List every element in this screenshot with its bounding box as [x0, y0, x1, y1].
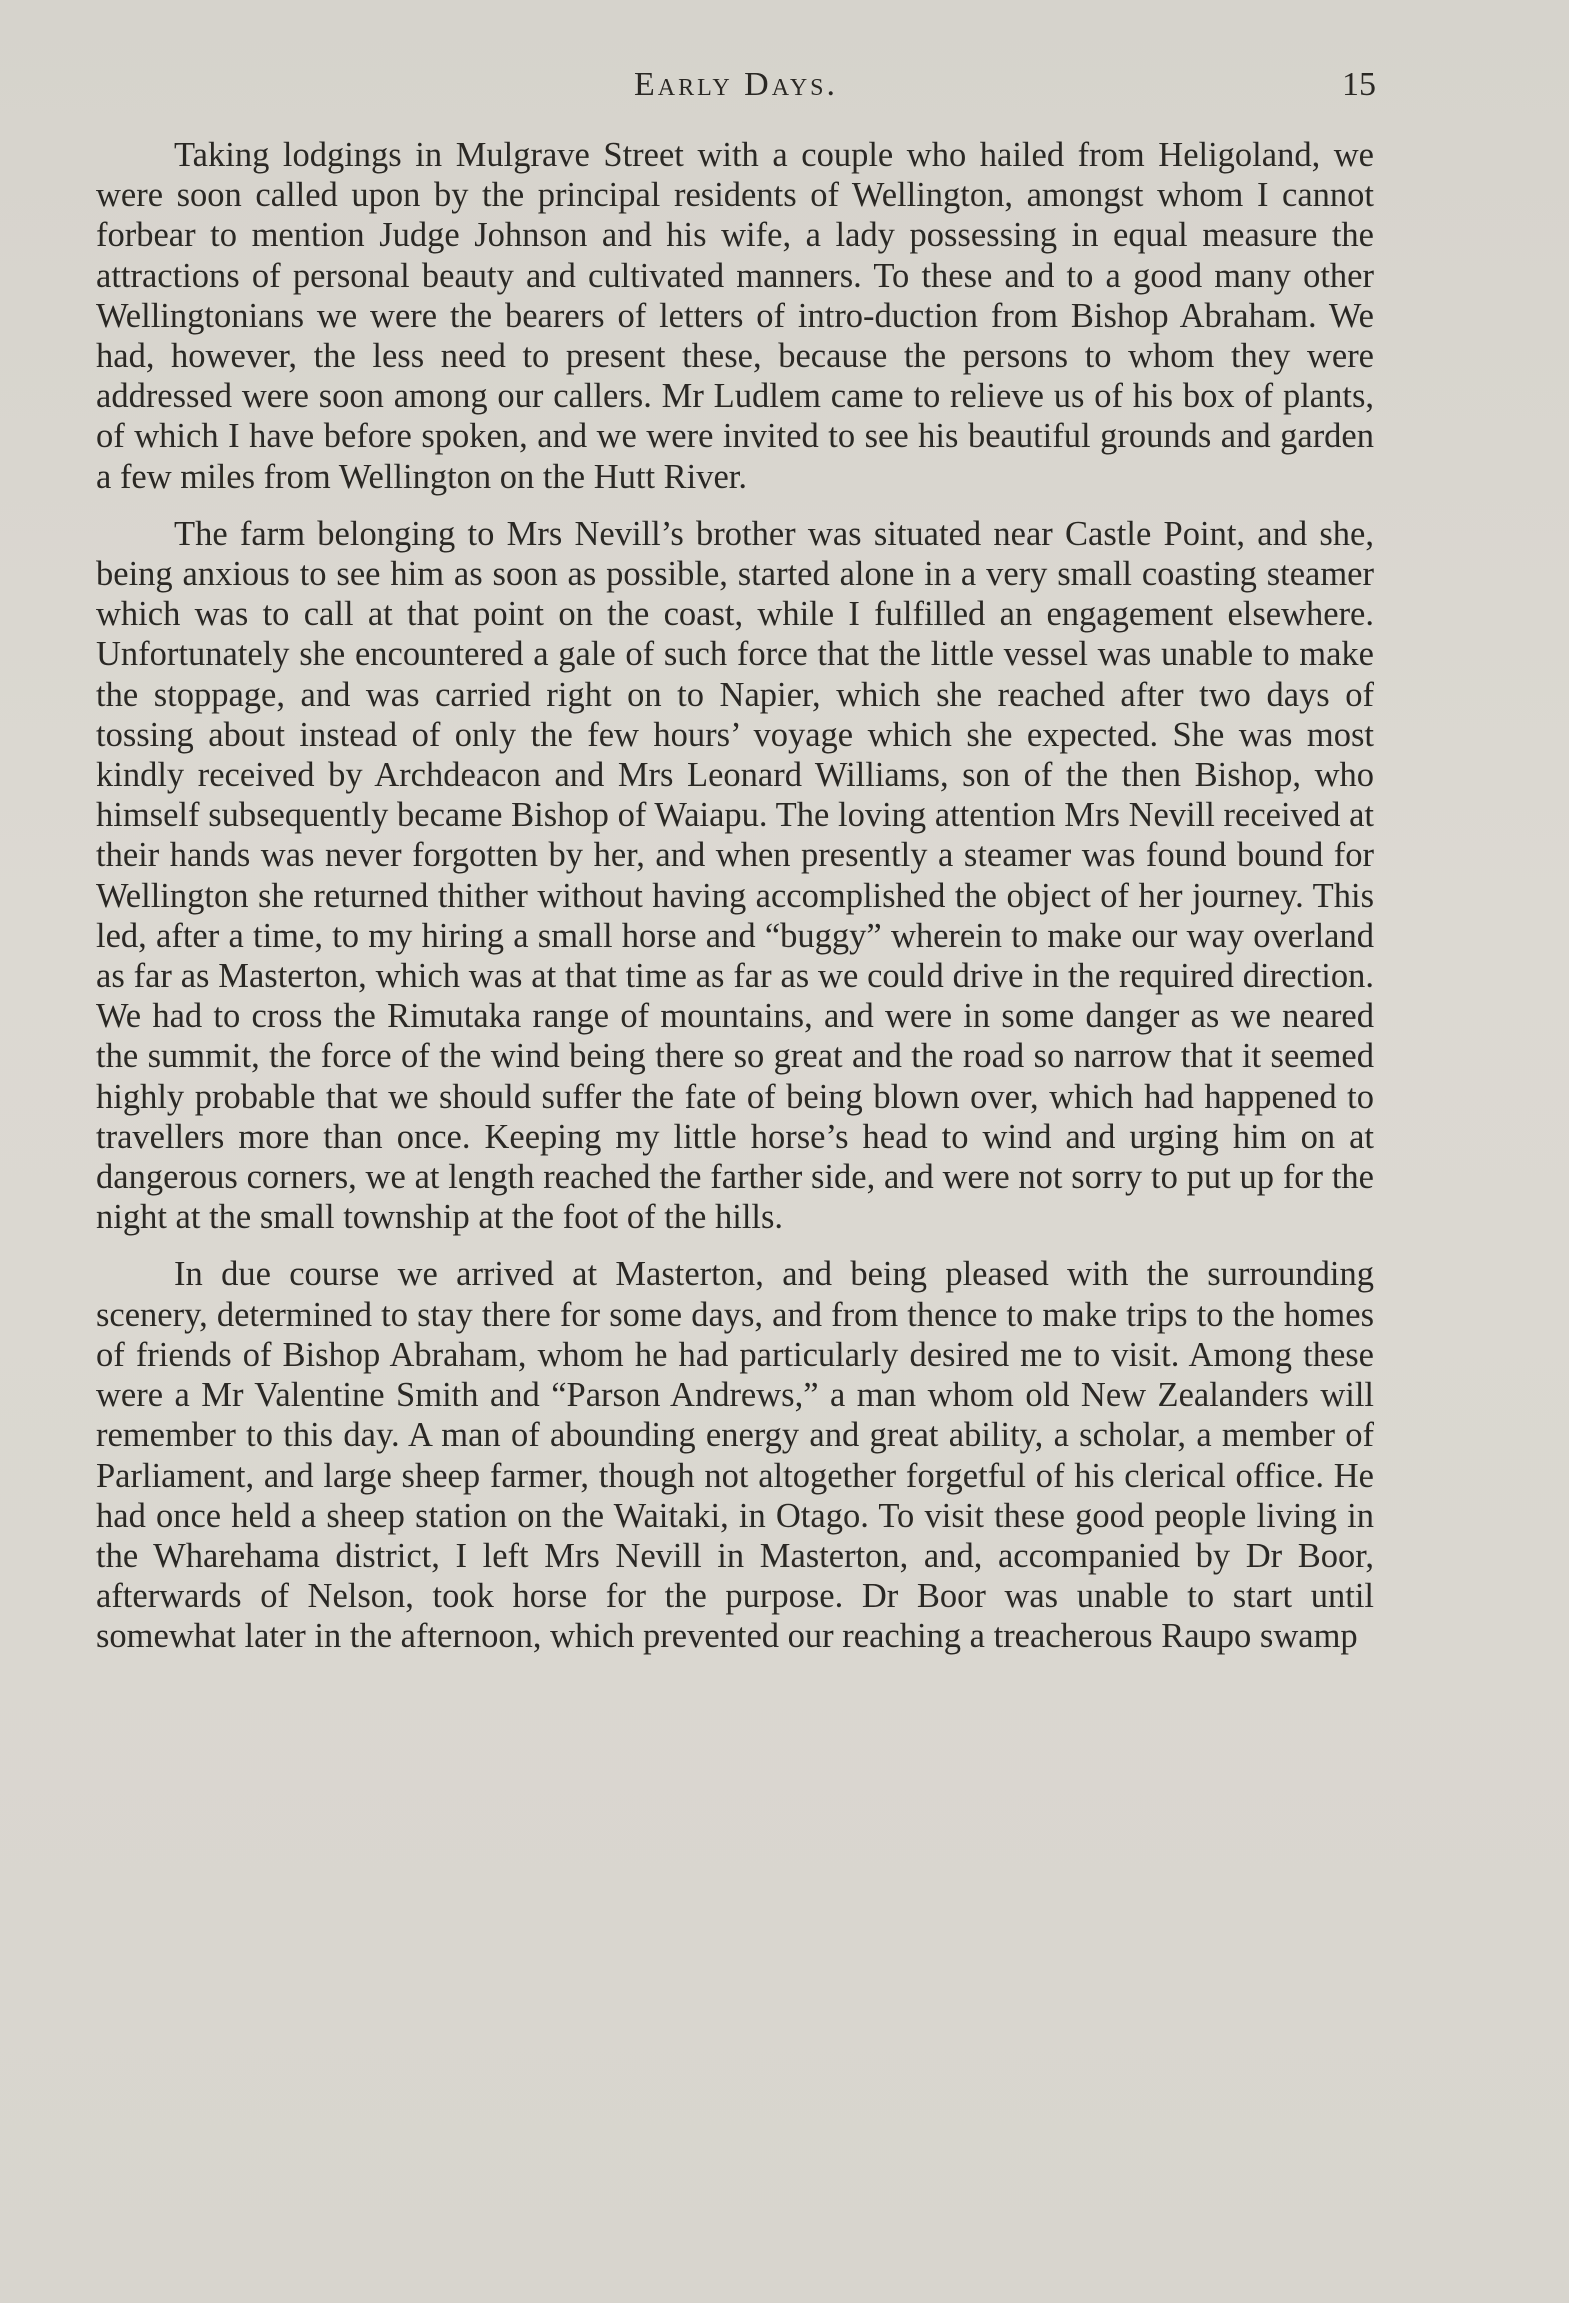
running-title: Early Days.	[633, 66, 839, 103]
body-text	[96, 135, 1374, 1657]
paragraph-castle-point: The farm belonging to Mrs Nevill’s brother was situated near Castle Point, and she, being anxious to see him as soon as possible, started alone in a very small coasting steamer which was to call at that point on the coast, while I fulfilled an engagement elsewhere. Unfortunately she encountered a gale of such force that the little vessel was unable to make the stoppage, and was carried right on to Napier, which she reached after two days of tossing about instead of only the few hours’ voyage which she expected. She was most kindly received by Archdeacon and Mrs Leonard Williams, son of the then Bishop, who himself subsequently became Bishop of Waiapu. The loving attention Mrs Nevill received at their hands was never forgotten by her, and when presently a steamer was found bound for Wellington she returned thither without having accomplished the object of her journey. This led, after a time, to my hiring a small horse and “buggy” wherein to make our way overland as far as Masterton, which was at that time as far as we could drive in the required direction. We had to cross the Rimutaka range of mountains, and were in some danger as we neared the summit, the force of the wind being there so great and the road so narrow that it seemed highly probable that we should suffer the fate of being blown over, which had happened to travellers more than once. Keeping my little horse’s head to wind and urging him on at dangerous corners, we at length reached the farther side, and were not sorry to put up for the night at the small township at the foot of the hills.	[96, 514, 1374, 1237]
paragraph-lodgings: Taking lodgings in Mulgrave Street with a couple who hailed from Heligoland, we were soon called upon by the principal residents of Wellington, amongst whom I cannot forbear to mention Judge Johnson and his wife, a lady possessing in equal measure the attractions of personal beauty and cultivated manners. To these and to a good many other Wellingtonians we were the bearers of letters of intro-duction from Bishop Abraham. We had, however, the less need to present these, because the persons to whom they were addressed were soon among our callers. Mr Ludlem came to relieve us of his box of plants, of which I have before spoken, and we were invited to see his beautiful grounds and garden a few miles from Wellington on the Hutt River.	[96, 136, 1374, 496]
paragraph-masterton: In due course we arrived at Masterton, and being pleased with the surrounding scenery, determined to stay there for some days, and from thence to make trips to the homes of friends of Bishop Abraham, whom he had particularly desired me to visit. Among these were a Mr Valentine Smith and “Parson Andrews,” a man whom old New Zealanders will remember to this day. A man of abounding energy and great ability, a scholar, a member of Parliament, and large sheep farmer, though not altogether forgetful of his clerical office. He had once held a sheep station on the Waitaki, in Otago. To visit these good people living in the Wharehama district, I left Mrs Nevill in Masterton, and, accompanied by Dr Boor, afterwards of Nelson, took horse for the purpose. Dr Boor was unable to start until somewhat later in the afternoon, which prevented our reaching a treacherous Raupo swamp	[96, 1255, 1374, 1656]
page-number: 15	[1342, 66, 1376, 103]
running-head	[96, 60, 1376, 110]
